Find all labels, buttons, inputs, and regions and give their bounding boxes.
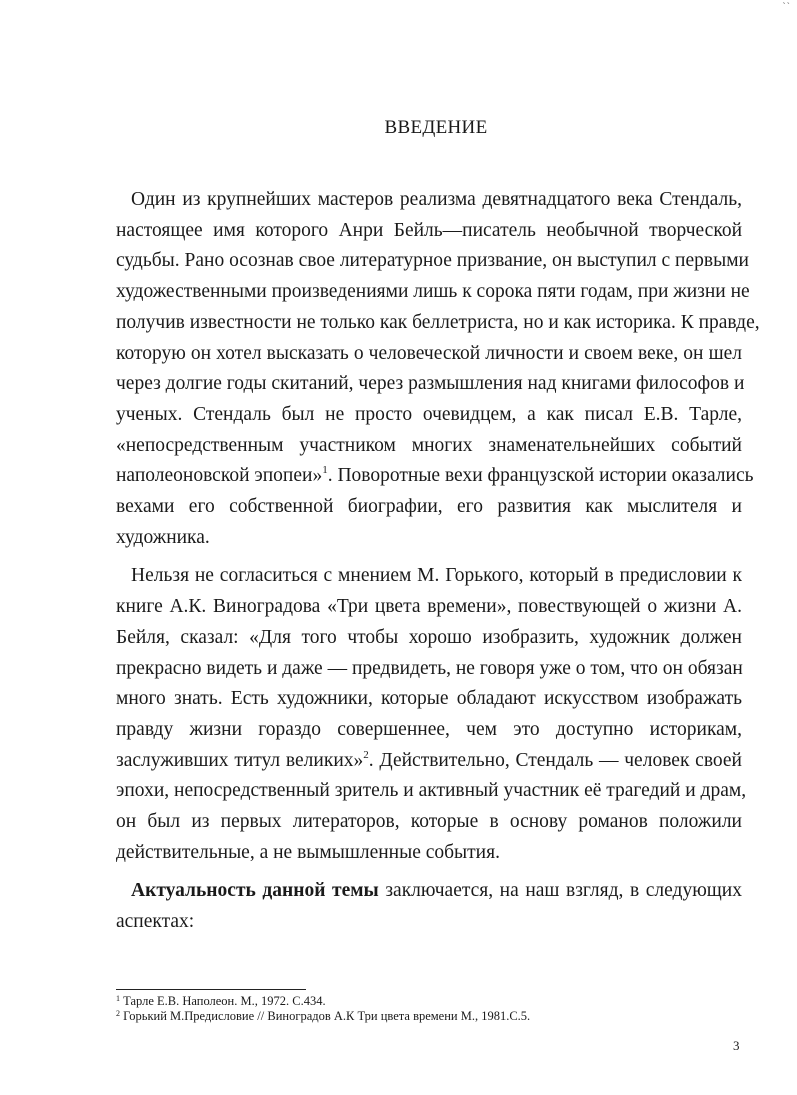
text-fragment: . Поворотные вехи французской истории оказались [327,465,754,487]
text-line: аспектах: [116,911,195,933]
text-line: правду жизни гораздо совершеннее, чем это доступно историкам, [116,718,742,740]
text-fragment: наполеоновской эпопеи» [116,465,323,487]
text-line: «непосредственным участником многих знаменательнейших событий [116,434,742,456]
text-line [116,461,754,492]
paragraph-1 [116,185,760,553]
scan-corner-mark: `` [782,2,791,13]
text-fragment: заслуживших титул великих» [116,749,364,771]
text-line: много знать. Есть художники, которые обладают искусством изображать [116,688,742,710]
text-line: он был из первых литераторов, которые в основу романов положили [116,811,742,833]
text-line: судьбы. Рано осознав свое литературное призвание, он выступил с первыми [116,250,749,272]
text-line: действительные, а не вымышленные события. [116,841,500,863]
text-line: книге А.К. Виноградова «Три цвета времени», повествующей о жизни А. [116,596,742,618]
footnote-number: 1 [116,994,120,1003]
footnote-text: Тарле Е.В. Наполеон. М., 1972. С.434. [120,994,326,1008]
text-line [116,746,742,777]
paragraph-2 [116,561,747,868]
text-line: настоящее имя которого Анри Бейль—писатель необычной творческой [116,219,742,241]
paragraph-3 [116,876,742,937]
footnote-2 [116,1009,530,1024]
text-line: вехами его собственной биографии, его развития как мыслителя и [116,496,742,518]
text-line: получив известности не только как беллетриста, но и как историка. К правде, [116,311,760,333]
text-fragment: заключается, на наш взгляд, в следующих [378,880,742,902]
text-line [116,876,742,907]
footnote-separator [116,989,306,990]
footnote-text: Горький М.Предисловие // Виноградов А.К Три цвета времени М., 1981.С.5. [120,1008,531,1023]
text-line: прекрасно видеть и даже — предвидеть, не говоря уже о том, что он обязан [116,657,743,679]
text-fragment: . Действительно, Стендаль — человек своей [368,749,742,771]
text-line: Бейля, сказал: «Для того чтобы хорошо изобразить, художник должен [116,626,742,648]
bold-heading-phrase: Актуальность данной темы [131,880,379,902]
footnotes [116,994,530,1023]
text-line: художественными произведениями лишь к сорока пяти годам, при жизни не [116,281,750,303]
text-line: эпохи, непосредственный зритель и активный участник её трагедий и драм, [116,780,747,802]
text-line: художника. [116,526,210,548]
footnote-ref-2[interactable]: 2 [363,748,369,761]
footnote-number: 2 [116,1008,120,1018]
page-title: ВВЕДЕНИЕ [384,117,488,138]
text-line: ученых. Стендаль был не просто очевидцем, а как писал Е.В. Тарле, [116,403,742,425]
text-line: Один из крупнейших мастеров реализма девятнадцатого века Стендаль, [131,189,742,210]
text-line: через долгие годы скитаний, через размышления над книгами философов и [116,373,745,395]
text-line: Нельзя не согласиться с мнением М. Горького, который в предисловии к [131,565,742,587]
main-text [116,185,760,938]
footnote-1 [116,994,530,1009]
page-number: 3 [733,1038,740,1053]
text-line: которую он хотел высказать о человеческой личности и своем веке, он шел [116,342,742,364]
footnote-ref-1[interactable]: 1 [322,464,328,477]
